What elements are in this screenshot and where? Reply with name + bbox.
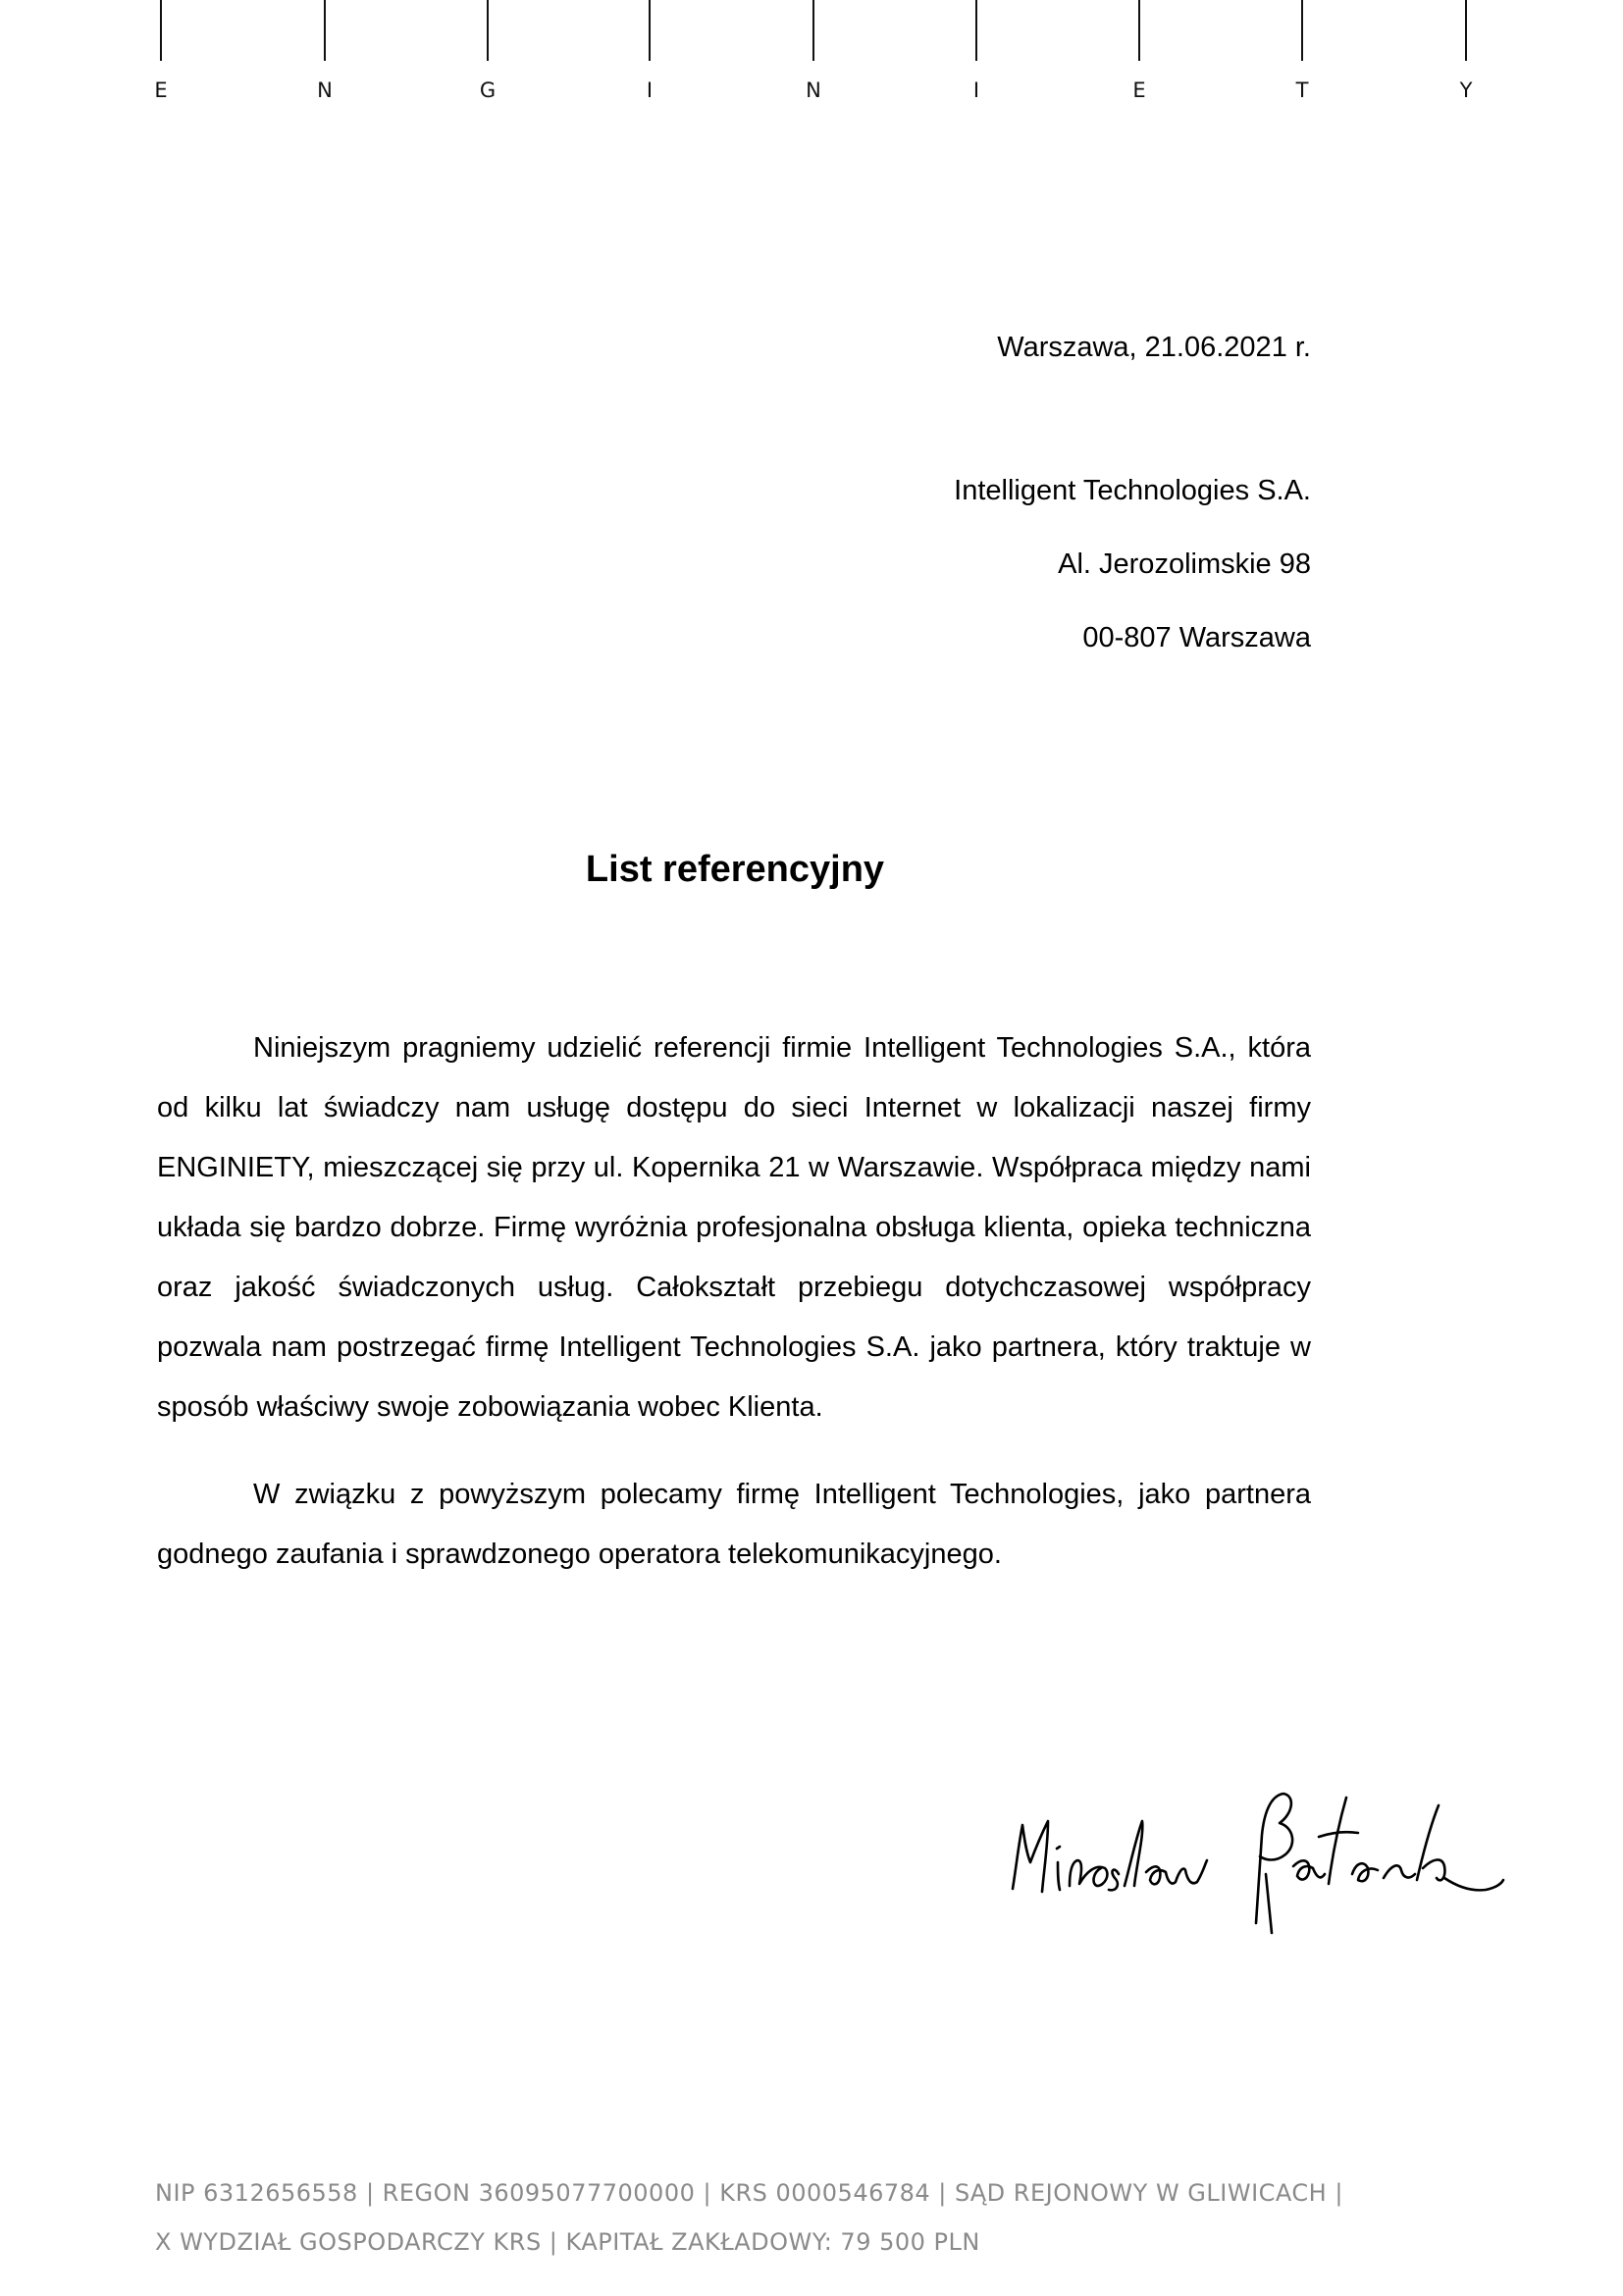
footer-line-1: NIP 6312656558 | REGON 36095077700000 | KRS 0000546784 | SĄD REJONOWY W GLIWICACH | xyxy=(155,2179,1343,2207)
letterhead-letter-text: N xyxy=(806,78,821,102)
recipient-name: Intelligent Technologies S.A. xyxy=(954,475,1311,506)
letterhead-line xyxy=(160,0,162,61)
letterhead-line xyxy=(1465,0,1467,61)
letterhead-letter-text: I xyxy=(972,78,980,102)
letterhead xyxy=(0,0,1623,108)
handwritten-signature xyxy=(999,1776,1519,1948)
letter-title: List referencyjny xyxy=(585,849,885,890)
letterhead-letter xyxy=(1283,0,1322,102)
letter-date: Warszawa, 21.06.2021 r. xyxy=(997,332,1311,363)
letterhead-line xyxy=(975,0,977,61)
letterhead-letter-text: E xyxy=(154,78,168,102)
letterhead-letter xyxy=(305,0,344,102)
letterhead-letter xyxy=(468,0,507,102)
letterhead-letter xyxy=(794,0,833,102)
letterhead-line xyxy=(1138,0,1140,61)
company-footer xyxy=(155,2168,1343,2267)
letterhead-letter-text: E xyxy=(1132,78,1146,102)
letterhead-line xyxy=(812,0,814,61)
footer-line-2: X WYDZIAŁ GOSPODARCZY KRS | KAPITAŁ ZAKŁADOWY: 79 500 PLN xyxy=(155,2228,980,2256)
letterhead-letter-text: G xyxy=(479,78,497,102)
letterhead-letter-text: N xyxy=(317,78,333,102)
recipient-city: 00-807 Warszawa xyxy=(1082,622,1311,653)
letterhead-line xyxy=(487,0,489,61)
letterhead-letter xyxy=(1446,0,1486,102)
letterhead-letter xyxy=(630,0,669,102)
letterhead-line xyxy=(649,0,651,61)
letterhead-letter-text: I xyxy=(646,78,654,102)
letterhead-letter-text: T xyxy=(1295,78,1309,102)
body-paragraph: W związku z powyższym polecamy firmę Intelligent Technologies, jako partnera godnego zaufania i sprawdzonego operatora telekomunikacyjnego. xyxy=(157,1479,1311,1570)
letterhead-letter-text: Y xyxy=(1459,78,1473,102)
letterhead-letter xyxy=(957,0,996,102)
letter-body xyxy=(157,1018,1311,1612)
letterhead-line xyxy=(324,0,326,61)
letterhead-letter xyxy=(141,0,181,102)
recipient-address xyxy=(954,473,1311,694)
recipient-street: Al. Jerozolimskie 98 xyxy=(1058,548,1311,580)
letterhead-letter xyxy=(1120,0,1159,102)
body-paragraph: Niniejszym pragniemy udzielić referencji firmie Intelligent Technologies S.A., która od kilku lat świadczy nam usługę dostępu do sieci Internet w lokalizacji naszej firmy ENGINIETY, mieszczącej się przy ul. Kopernika 21 w Warszawie. Współpraca między nami układa się bardzo dobrze. Firmę wyróżnia profesjonalna obsługa klienta, opieka techniczna oraz jakość świadczonych usług. Całokształt przebiegu dotychczasowej współpracy pozwala nam postrzegać firmę Intelligent Technologies S.A. jako partnera, który traktuje w sposób właściwy swoje zobowiązania wobec Klienta. xyxy=(157,1032,1311,1423)
letterhead-line xyxy=(1301,0,1303,61)
